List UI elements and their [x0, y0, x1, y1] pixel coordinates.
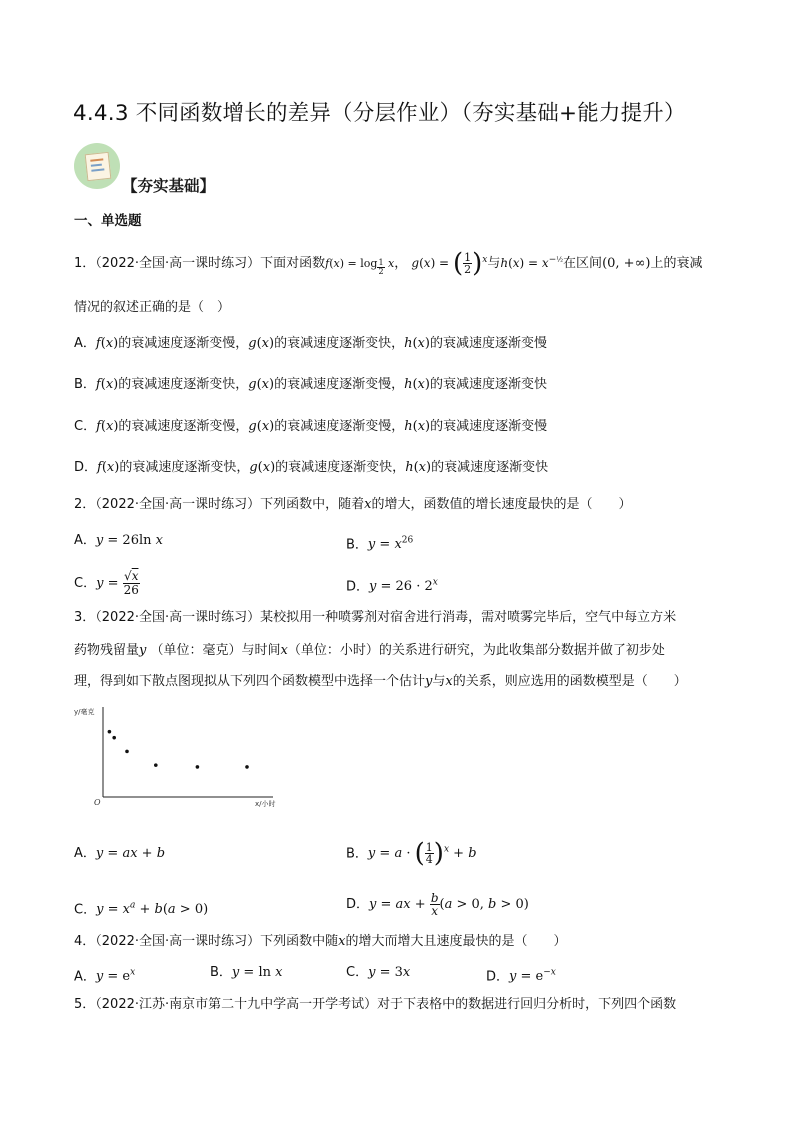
q2-option-c[interactable]: C．y = $\frac{√x}{26}$ — [74, 569, 139, 597]
q4-option-d[interactable]: D．$y = e^{-x}$ — [486, 968, 556, 985]
q2-option-b[interactable]: B．$y = x^{26}$ — [346, 536, 414, 553]
q3-option-c[interactable]: C．$y = x^a + b(a > 0)$ — [74, 901, 209, 918]
question-2: 2．（2022·全国·高一课时练习）下列函数中，随着x的增大，函数值的增长速度最快的是（ ） — [74, 497, 632, 512]
scatter-point — [112, 736, 116, 740]
part-heading: 一、单选题 — [74, 213, 142, 229]
question-3: 3．（2022·全国·高一课时练习）某校拟用一种喷雾剂对宿舍进行消毒，需对喷雾完毕后，空气中每立方米 — [74, 610, 677, 625]
q2-option-d[interactable]: D．$y = 26 \cdot 2^x$ — [346, 578, 438, 595]
q3-option-b[interactable]: B．y = a · ( $\frac{1}{4}$ )$^x$ + b — [346, 838, 477, 869]
y-axis-label: y/毫克 — [74, 708, 95, 716]
section-title: 【夯实基础】 — [122, 177, 216, 195]
question-3-line2: 药物残留量y （单位：毫克）与时间x（单位：小时）的关系进行研究，为此收集部分数据并做了初步处 — [74, 643, 665, 658]
q3-option-a[interactable]: A．y = ax + b — [74, 846, 166, 861]
q1-option-b[interactable]: B．f(x)的衰减速度逐渐变快，g(x)的衰减速度逐渐变慢，h(x)的衰减速度逐渐变快 — [74, 377, 547, 392]
scatter-chart — [72, 700, 276, 810]
question-5: 5．（2022·江苏·南京市第二十九中学高一开学考试）对于下表格中的数据进行回归分析时，下列四个函数 — [74, 997, 677, 1012]
q4-option-b[interactable]: B．y = ln x — [210, 965, 283, 980]
scatter-point — [196, 765, 200, 769]
scatter-point — [125, 750, 129, 754]
question-1-line2: 情况的叙述正确的是（ ） — [74, 300, 231, 315]
q1-option-a[interactable]: A．f(x)的衰减速度逐渐变慢，g(x)的衰减速度逐渐变快，h(x)的衰减速度逐渐变慢 — [74, 336, 547, 351]
q2-option-a[interactable]: A．y = 26ln x — [74, 533, 163, 548]
question-1: 1．（2022·全国·高一课时练习）下面对函数f(x) = log $_{\frac{1}{2}}$ x， g(x) = ( $\frac{1}{2}$ )$^x$与$h(x) = x^{-\frac{1}{2}}$在区间(0, +∞)上的衰减 — [74, 248, 703, 279]
q4-option-a[interactable]: A．$y = e^x$ — [74, 968, 136, 985]
scatter-point — [245, 765, 249, 769]
q1-option-d[interactable]: D．f(x)的衰减速度逐渐变快，g(x)的衰减速度逐渐变快，h(x)的衰减速度逐渐变快 — [74, 460, 549, 475]
origin-label: O — [94, 798, 101, 807]
document-icon — [74, 143, 120, 189]
q1-option-c[interactable]: C．f(x)的衰减速度逐渐变慢，g(x)的衰减速度逐渐变慢，h(x)的衰减速度逐渐变慢 — [74, 419, 548, 434]
q3-option-d[interactable]: D．y = ax + $\frac{b}{x}$ (a > 0, b > 0) — [346, 891, 529, 918]
x-axis-label: x/小时 — [255, 800, 276, 808]
question-4: 4．（2022·全国·高一课时练习）下列函数中随x的增大而增大且速度最快的是（ ） — [74, 934, 567, 949]
page-title: 4.4.3 不同函数增长的差异（分层作业）（夯实基础+能力提升） — [73, 101, 686, 126]
question-3-line3: 理，得到如下散点图现拟从下列四个函数模型中选择一个估计y与x的关系，则应选用的函数模型是（ ） — [74, 674, 687, 689]
q4-option-c[interactable]: C．y = 3x — [346, 965, 411, 980]
scatter-point — [108, 730, 112, 734]
scatter-point — [154, 763, 158, 767]
